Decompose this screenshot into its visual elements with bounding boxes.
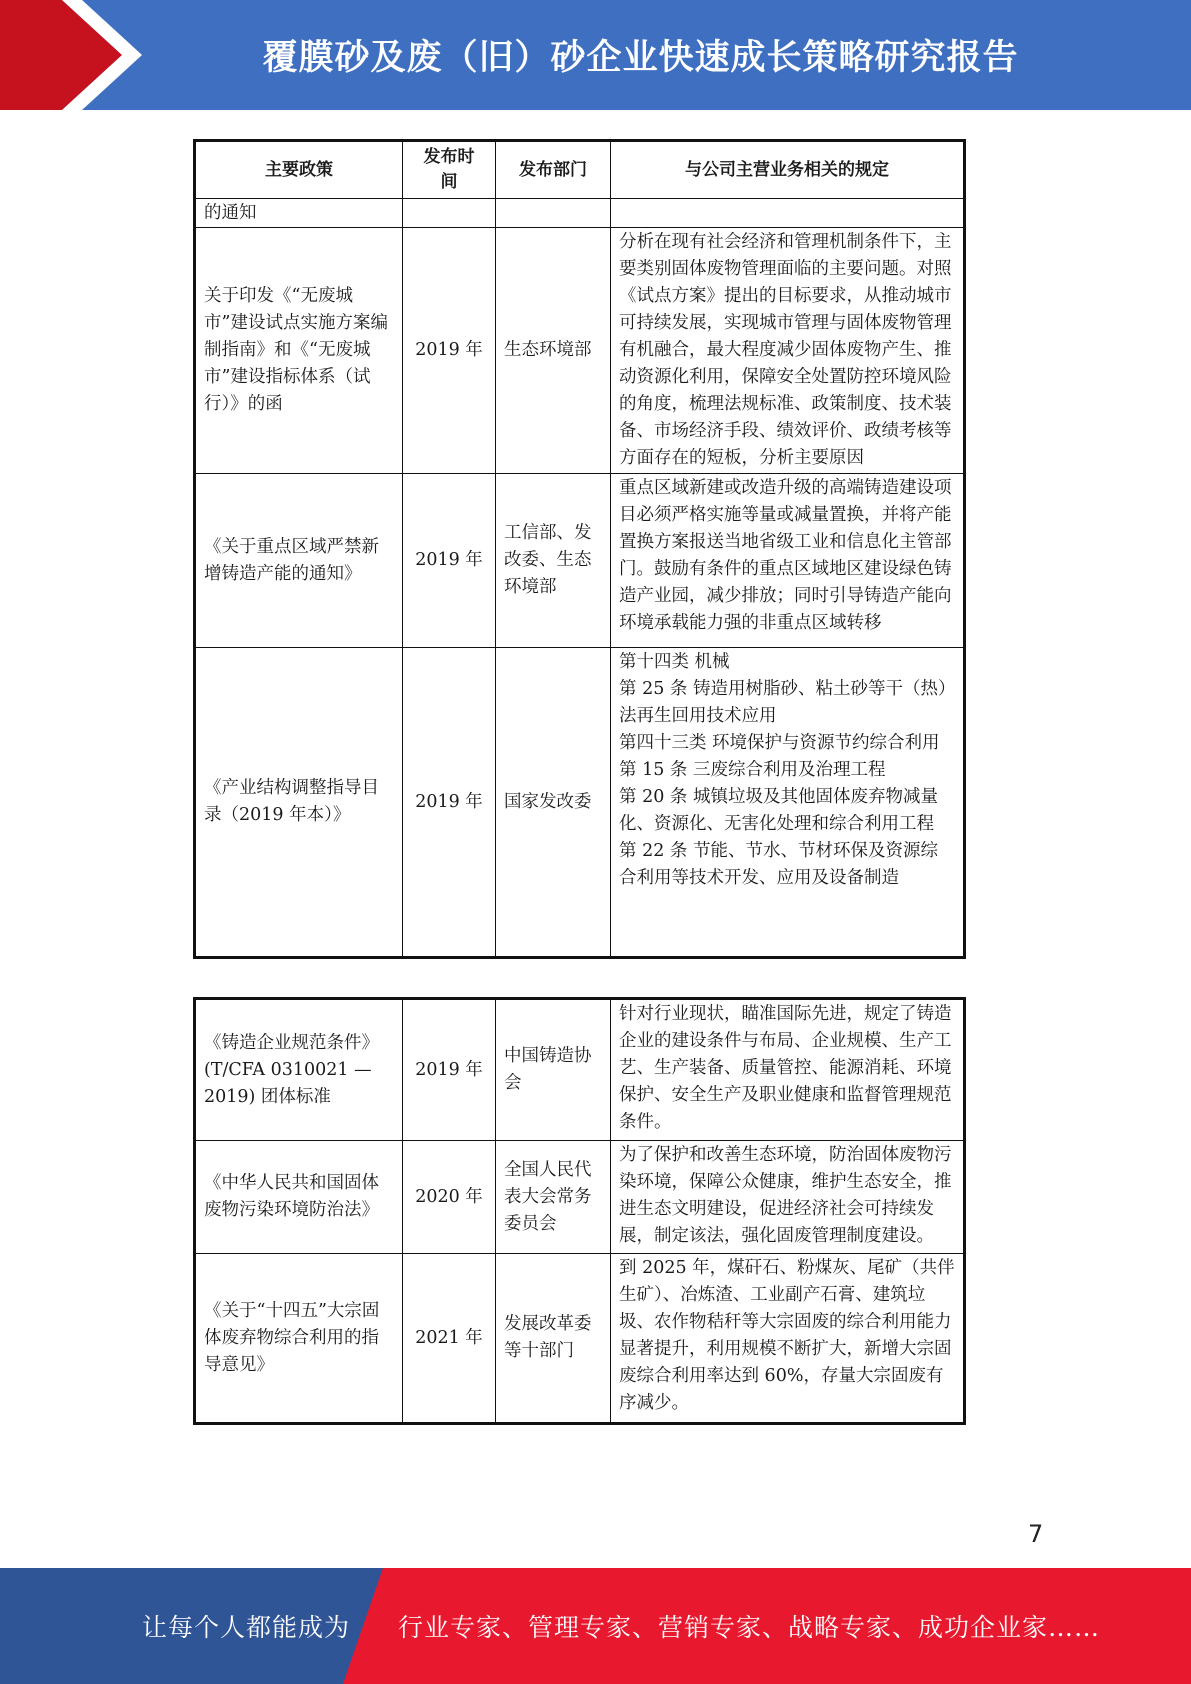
- rule-line: 到 2025 年，煤矸石、粉煤灰、尾矿（共伴生矿）、冶炼渣、工业副产石膏、建筑垃圾、农作物秸秆等大宗固废的综合利用能力显著提升，利用规模不断扩大，新增大宗固废综合利用率达到 60%，存量大宗固废有序减少。: [619, 1258, 955, 1413]
- cell-policy: 《铸造企业规范条件》(T/CFA 0310021 —2019) 团体标准: [195, 999, 403, 1141]
- footer-slogan-right: 行业专家、管理专家、营销专家、战略专家、成功企业家……: [398, 1613, 1101, 1642]
- header-policy: 主要政策: [195, 141, 403, 199]
- cell-time: 2021 年: [403, 1254, 496, 1424]
- report-header: [0, 0, 1191, 110]
- cell-rule: [611, 1141, 965, 1254]
- table-body-part2: [195, 999, 965, 1424]
- table-header-row: [195, 141, 965, 199]
- cell-rule: [611, 199, 965, 228]
- cell-time: 2019 年: [403, 648, 496, 958]
- table-row: [195, 1254, 965, 1424]
- table-body-part1: [195, 199, 965, 958]
- cell-time: 2019 年: [403, 999, 496, 1141]
- cell-rule: [611, 999, 965, 1141]
- cell-dept: 国家发改委: [496, 648, 611, 958]
- cell-policy: 关于印发《“无废城市”建设试点实施方案编制指南》和《“无废城市”建设指标体系（试行）》的函: [195, 228, 403, 474]
- policy-table-part1: [193, 139, 966, 959]
- cell-dept: 发展改革委等十部门: [496, 1254, 611, 1424]
- rule-line: 第 15 条 三废综合利用及治理工程: [619, 760, 886, 780]
- cell-dept: 全国人民代表大会常务委员会: [496, 1141, 611, 1254]
- cell-dept: 工信部、发改委、生态环境部: [496, 474, 611, 648]
- header-time: 发布时间: [403, 141, 496, 199]
- cell-policy: 《关于重点区域严禁新增铸造产能的通知》: [195, 474, 403, 648]
- header-dept: 发布部门: [496, 141, 611, 199]
- table-row: [195, 199, 965, 228]
- cell-policy: 《产业结构调整指导目录（2019 年本）》: [195, 648, 403, 958]
- cell-rule: [611, 474, 965, 648]
- cell-rule: [611, 1254, 965, 1424]
- rule-line: 为了保护和改善生态环境，防治固体废物污染环境，保障公众健康，维护生态安全，推进生态文明建设，促进经济社会可持续发展，制定该法，强化固废管理制度建设。: [619, 1145, 952, 1246]
- rule-line: 第 20 条 城镇垃圾及其他固体废弃物减量化、资源化、无害化处理和综合利用工程: [619, 787, 938, 834]
- table-row: [195, 648, 965, 958]
- cell-rule: [611, 648, 965, 958]
- cell-dept: 生态环境部: [496, 228, 611, 474]
- footer-slogan-left: 让每个人都能成为: [142, 1613, 351, 1642]
- rule-line: 第十四类 机械: [619, 652, 730, 672]
- cell-time: [403, 199, 496, 228]
- cell-policy: 《关于“十四五”大宗固体废弃物综合利用的指导意见》: [195, 1254, 403, 1424]
- header-rule: 与公司主营业务相关的规定: [611, 141, 965, 199]
- rule-line: 分析在现有社会经济和管理机制条件下，主要类别固体废物管理面临的主要问题。对照《试点方案》提出的目标要求，从推动城市可持续发展，实现城市管理与固体废物管理有机融合，最大程度减少固体废物产生、推动资源化利用，保障安全处置防控环境风险的角度，梳理法规标准、政策制度、技术装备、市场经济手段、绩效评价、政绩考核等方面存在的短板，分析主要原因: [619, 232, 952, 468]
- table-row: [195, 228, 965, 474]
- cell-policy: 《中华人民共和国固体废物污染环境防治法》: [195, 1141, 403, 1254]
- rule-line: 第 25 条 铸造用树脂砂、粘土砂等干（热）法再生回用技术应用: [619, 679, 947, 726]
- policy-table-part2: [193, 997, 966, 1425]
- footer-banner: [0, 1568, 1191, 1684]
- cell-time: 2019 年: [403, 474, 496, 648]
- cell-dept: [496, 199, 611, 228]
- rule-line: 重点区域新建或改造升级的高端铸造建设项目必须严格实施等量或减量置换，并将产能置换方案报送当地省级工业和信息化主管部门。鼓励有条件的重点区域地区建设绿色铸造产业园，减少排放；同时引导铸造产能向环境承载能力强的非重点区域转移: [619, 478, 952, 633]
- table-row: [195, 474, 965, 648]
- cell-time: 2019 年: [403, 228, 496, 474]
- rule-line: 针对行业现状，瞄准国际先进，规定了铸造企业的建设条件与布局、企业规模、生产工艺、生产装备、质量管控、能源消耗、环境保护、安全生产及职业健康和监督管理规范条件。: [619, 1004, 952, 1132]
- report-title: 覆膜砂及废（旧）砂企业快速成长策略研究报告: [262, 38, 1019, 78]
- header-arrow-icon: [0, 0, 150, 110]
- cell-dept: 中国铸造协会: [496, 999, 611, 1141]
- cell-rule: [611, 228, 965, 474]
- rule-line: 第四十三类 环境保护与资源节约综合利用: [619, 733, 940, 753]
- rule-line: 第 22 条 节能、节水、节材环保及资源综合利用等技术开发、应用及设备制造: [619, 841, 938, 888]
- table-row: [195, 1141, 965, 1254]
- page-number: 7: [1028, 1520, 1044, 1548]
- cell-policy: 的通知: [195, 199, 403, 228]
- cell-time: 2020 年: [403, 1141, 496, 1254]
- table-row: [195, 999, 965, 1141]
